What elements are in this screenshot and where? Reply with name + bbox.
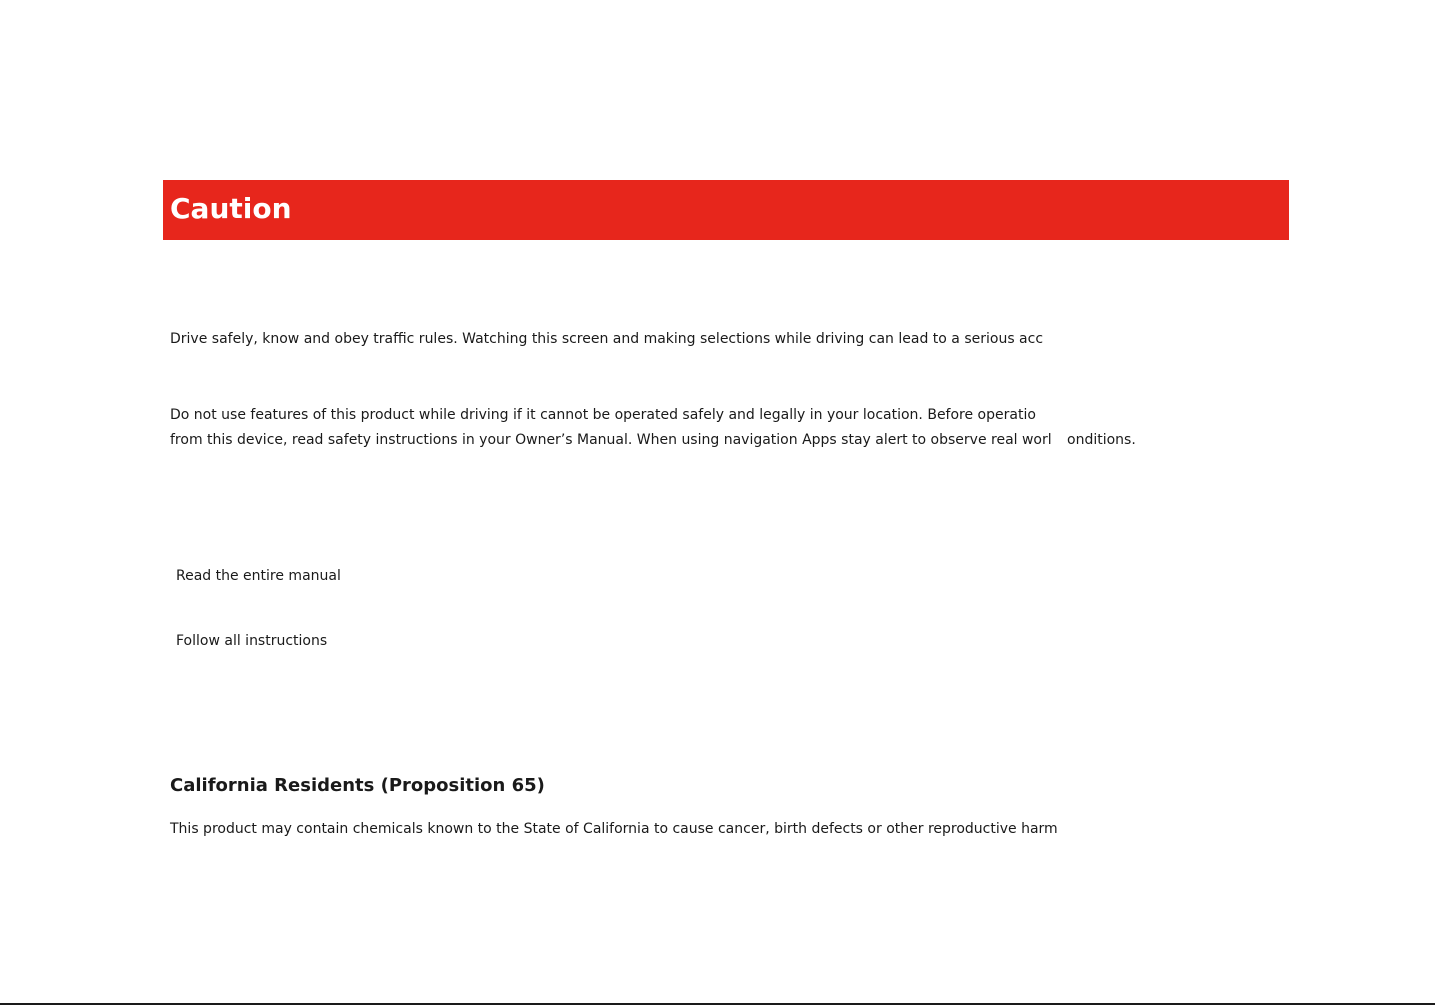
instruction-item-follow-instructions: Follow all instructions: [176, 633, 328, 649]
caution-banner: [163, 180, 1289, 240]
california-heading: California Residents (Proposition 65): [170, 775, 545, 796]
safety-text-line-2: Do not use features of this product while driving if it cannot be operated safely and legally in your location. Before operatio: [170, 407, 1036, 423]
bottom-divider: [0, 1003, 1435, 1005]
safety-text-line-3: from this device, read safety instructions in your Owner’s Manual. When using navigation Apps stay alert to observe real worl: [170, 432, 1052, 448]
california-text: This product may contain chemicals known to the State of California to cause cancer, birth defects or other reproductive harm: [170, 821, 1058, 837]
safety-text-line-1: Drive safely, know and obey traffic rules. Watching this screen and making selections while driving can lead to a serious acc: [170, 331, 1044, 347]
safety-text-line-3-end: onditions.: [1067, 432, 1136, 448]
instruction-item-read-manual: Read the entire manual: [176, 568, 341, 584]
caution-title: Caution: [170, 192, 292, 225]
